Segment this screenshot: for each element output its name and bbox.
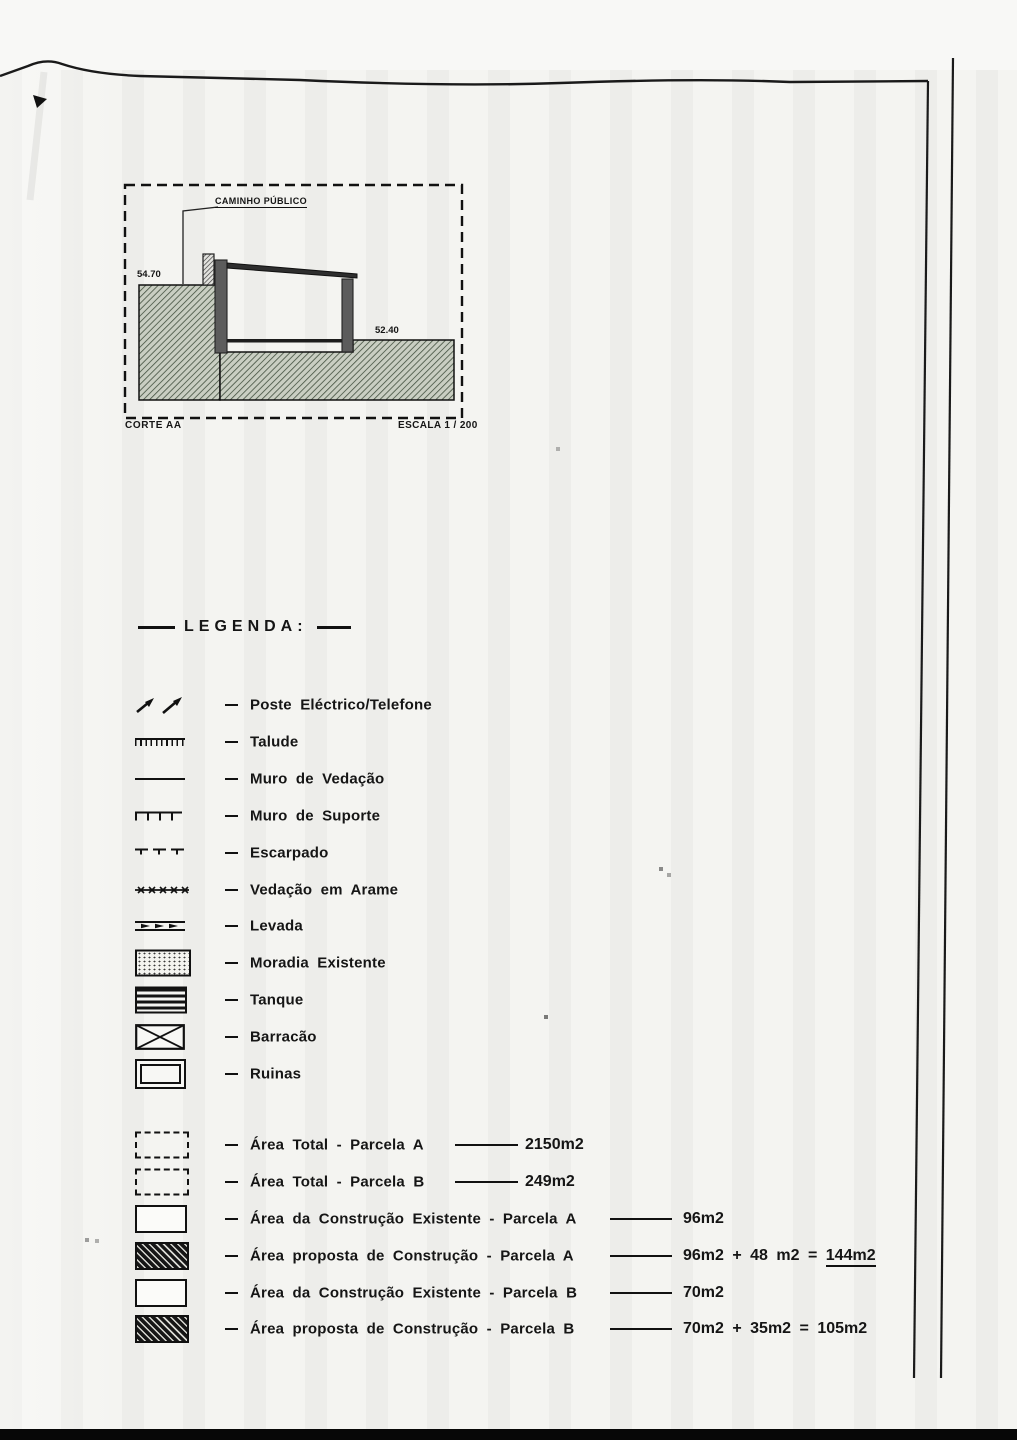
area-total-a-symbol [135, 1132, 189, 1159]
connector-line [610, 1328, 672, 1330]
connector-line [455, 1181, 518, 1183]
area-item [135, 1274, 955, 1311]
separator-dash [225, 852, 238, 854]
separator-dash [225, 999, 238, 1001]
paper-top-margin [0, 0, 1017, 70]
legend-item [135, 834, 555, 871]
title-dash-right [317, 626, 351, 629]
scan-bottom-bar [0, 1429, 1017, 1440]
legend-item-label: Muro de Suporte [250, 807, 381, 825]
legend-title-text: LEGENDA: [184, 618, 308, 635]
area-item-value: 96m2 + 48 m2 = 144m2 [683, 1247, 876, 1265]
vedacao-em-arame-icon [135, 884, 189, 896]
construcao-existente-a-symbol [135, 1205, 187, 1233]
moradia-existente-icon [135, 950, 191, 977]
caminho-publico-label: CAMINHO PÚBLICO [215, 196, 307, 206]
area-item-value: 70m2 [683, 1283, 724, 1301]
separator-dash [225, 1218, 238, 1220]
ruinas-icon [135, 1059, 186, 1089]
levada-icon [135, 921, 185, 932]
construcao-proposta-b-symbol [135, 1315, 189, 1343]
terrain-left [139, 285, 220, 400]
area-item [135, 1164, 955, 1201]
legend-item-label: Tanque [250, 991, 304, 1009]
separator-dash [225, 815, 238, 817]
area-item [135, 1127, 955, 1164]
legend-item [135, 982, 555, 1019]
construcao-proposta-a-symbol [135, 1242, 189, 1270]
connector-line [455, 1144, 518, 1146]
post-right [342, 279, 353, 352]
roof-line [227, 263, 357, 278]
muro-de-suporte-icon [135, 811, 182, 820]
legend-item [135, 687, 555, 724]
separator-dash [225, 1144, 238, 1146]
separator-dash [225, 925, 238, 927]
separator-dash [225, 1073, 238, 1075]
pen-mark [33, 95, 47, 108]
legend-item-label: Muro de Vedação [250, 770, 385, 788]
separator-dash [225, 1255, 238, 1257]
scale-label: ESCALA 1 / 200 [398, 420, 478, 431]
legend-item-label: Ruinas [250, 1065, 302, 1083]
elevation-right-label: 52.40 [375, 325, 399, 336]
separator-dash [225, 1181, 238, 1183]
area-item-value: 2150m2 [525, 1136, 584, 1154]
paper-crease [30, 72, 44, 200]
legend-item-label: Barracão [250, 1028, 317, 1046]
area-item-label: Área proposta de Construção - Parcela B [250, 1320, 575, 1338]
construcao-existente-b-symbol [135, 1279, 187, 1307]
talude-icon [135, 738, 185, 746]
legend-item [135, 798, 555, 835]
separator-dash [225, 778, 238, 780]
area-item-value: 70m2 + 35m2 = 105m2 [683, 1320, 868, 1338]
area-list [135, 1127, 955, 1348]
area-total-b-symbol [135, 1169, 189, 1196]
legend-item-label: Talude [250, 733, 299, 751]
area-item-label: Área da Construção Existente - Parcela B [250, 1284, 578, 1302]
legend-item [135, 945, 555, 982]
area-item-value: 249m2 [525, 1173, 575, 1191]
separator-dash [225, 962, 238, 964]
area-item-label: Área proposta de Construção - Parcela A [250, 1247, 574, 1265]
terrain-right [220, 340, 454, 400]
tanque-icon [135, 987, 187, 1014]
title-dash-left [138, 626, 175, 629]
area-item [135, 1311, 955, 1348]
hatched-wall-post [203, 254, 214, 285]
section-title: CORTE AA [125, 420, 182, 431]
separator-dash [225, 1036, 238, 1038]
area-item-label: Área Total - Parcela B [250, 1173, 425, 1191]
separator-dash [225, 1292, 238, 1294]
separator-dash [225, 1328, 238, 1330]
post-left [215, 260, 227, 353]
legend-item-label: Vedação em Arame [250, 881, 399, 899]
muro-de-vedacao-icon [135, 778, 185, 780]
elevation-left-label: 54.70 [137, 269, 161, 280]
section-drawing [123, 183, 464, 421]
legend-title [138, 618, 351, 636]
area-item-label: Área Total - Parcela A [250, 1136, 424, 1154]
scan-specks [0, 0, 2, 2]
poste-electrico-telefone-icon [135, 694, 187, 716]
legend-item-label: Moradia Existente [250, 954, 386, 972]
legend-item-label: Levada [250, 917, 303, 935]
connector-line [610, 1292, 672, 1294]
separator-dash [225, 704, 238, 706]
legend-item [135, 724, 555, 761]
area-item [135, 1201, 955, 1238]
legend-item [135, 761, 555, 798]
area-item [135, 1237, 955, 1274]
floor-slab [227, 339, 343, 343]
separator-dash [225, 741, 238, 743]
connector-line [610, 1218, 672, 1220]
legend-item-label: Poste Eléctrico/Telefone [250, 696, 432, 714]
legend-item [135, 1055, 555, 1092]
area-item-label: Área da Construção Existente - Parcela A [250, 1210, 577, 1228]
legend-item [135, 908, 555, 945]
legend-item-label: Escarpado [250, 844, 329, 862]
escarpado-icon [135, 848, 184, 857]
connector-line [610, 1255, 672, 1257]
barracao-icon [135, 1024, 185, 1050]
legend-item [135, 1019, 555, 1056]
legend-item [135, 871, 555, 908]
separator-dash [225, 889, 238, 891]
legend-list [135, 687, 555, 1092]
area-item-value: 96m2 [683, 1209, 724, 1227]
